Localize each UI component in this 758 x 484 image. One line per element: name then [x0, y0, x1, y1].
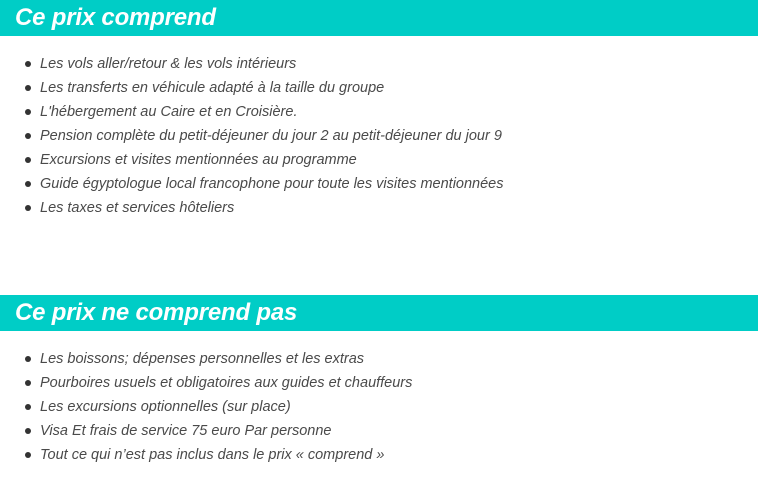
list-item-text: Les transferts en véhicule adapté à la taille du groupe — [40, 80, 385, 96]
list-item-text: Les taxes et services hôteliers — [40, 200, 235, 216]
list-item-text: Les excursions optionnelles (sur place) — [40, 399, 291, 415]
list-item-text: L'hébergement au Caire et en Croisière. — [40, 104, 298, 120]
bullet-icon — [25, 85, 31, 91]
list-item-text: Visa Et frais de service 75 euro Par personne — [40, 423, 332, 439]
list-item — [0, 371, 412, 395]
section-header-included: Ce prix comprend — [0, 0, 758, 36]
list-item — [0, 347, 412, 371]
list-item — [0, 443, 412, 467]
list-item — [0, 395, 412, 419]
list-item — [0, 172, 504, 196]
bullet-icon — [25, 356, 31, 362]
list-item — [0, 124, 504, 148]
bullet-icon — [25, 61, 31, 67]
list-item-text: Tout ce qui n’est pas inclus dans le prix « comprend » — [40, 447, 385, 463]
list-item — [0, 52, 504, 76]
bullet-icon — [25, 205, 31, 211]
list-item — [0, 148, 504, 172]
list-item — [0, 196, 504, 220]
bullet-icon — [25, 380, 31, 386]
list-item-text: Les vols aller/retour & les vols intérieurs — [40, 56, 297, 72]
bullet-icon — [25, 404, 31, 410]
bullet-icon — [25, 157, 31, 163]
bullet-icon — [25, 109, 31, 115]
bullet-icon — [25, 181, 31, 187]
included-list — [0, 52, 504, 220]
list-item-text: Pourboires usuels et obligatoires aux guides et chauffeurs — [40, 375, 413, 391]
bullet-icon — [25, 133, 31, 139]
list-item-text: Les boissons; dépenses personnelles et les extras — [40, 351, 365, 367]
list-item — [0, 419, 412, 443]
list-item-text: Guide égyptologue local francophone pour toute les visites mentionnées — [40, 176, 504, 192]
bullet-icon — [25, 452, 31, 458]
list-item-text: Pension complète du petit-déjeuner du jour 2 au petit-déjeuner du jour 9 — [40, 128, 502, 144]
section-header-excluded: Ce prix ne comprend pas — [0, 295, 758, 331]
list-item — [0, 76, 504, 100]
list-item-text: Excursions et visites mentionnées au programme — [40, 152, 357, 168]
list-item — [0, 100, 504, 124]
excluded-list — [0, 347, 412, 467]
bullet-icon — [25, 428, 31, 434]
